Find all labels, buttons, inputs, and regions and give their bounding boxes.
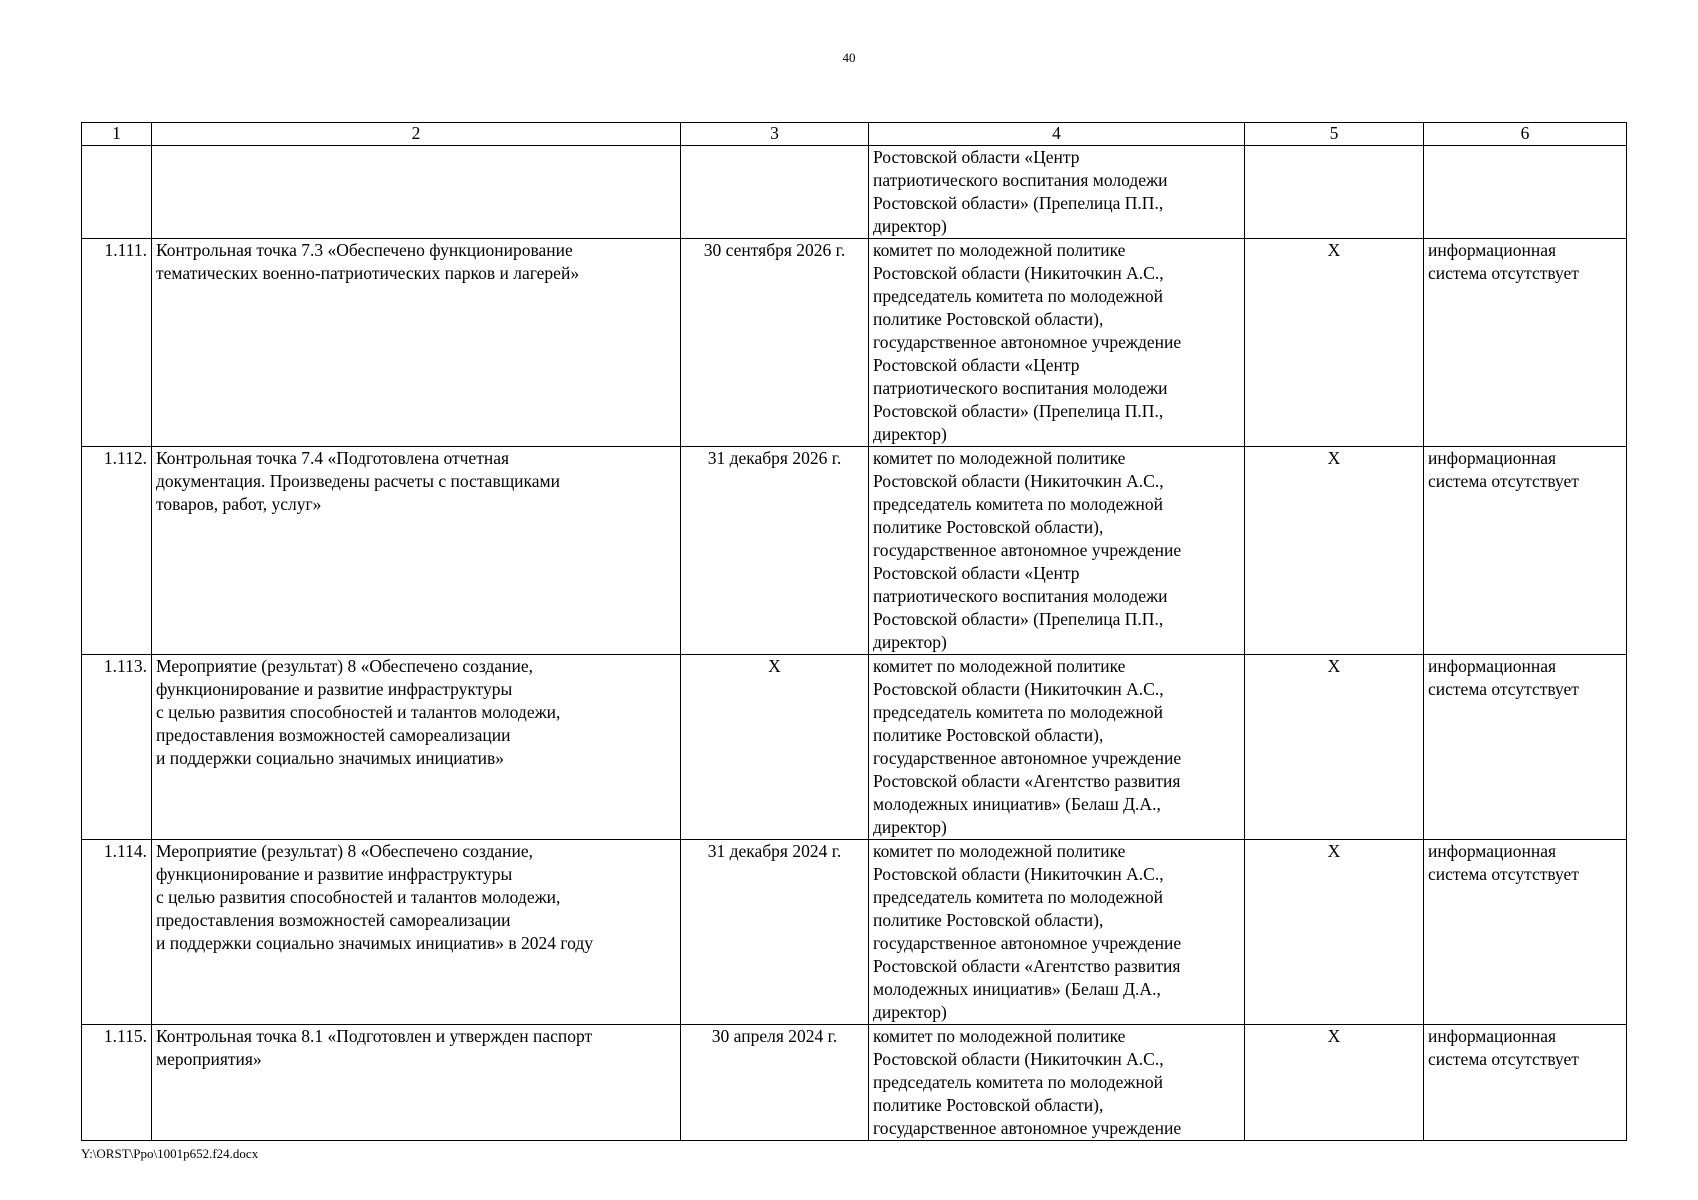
table-row xyxy=(82,1025,1627,1141)
cell-text: и поддержки социально значимых инициатив» xyxy=(156,748,505,768)
cell-text: 30 апреля 2024 г. xyxy=(711,1026,838,1046)
cell-text: информационная xyxy=(1428,240,1557,260)
cell-text: государственное автономное учреждение xyxy=(873,540,1182,560)
header-cell-4: 4 xyxy=(869,123,1245,146)
cell-text: с целью развития способностей и талантов молодежи, xyxy=(156,702,561,722)
deadline-cell xyxy=(681,840,869,1025)
mark-cell xyxy=(1245,840,1424,1025)
row-number-cell xyxy=(82,1025,152,1141)
responsible-cell xyxy=(869,146,1245,239)
header-cell-6: 6 xyxy=(1424,123,1627,146)
cell-text: Ростовской области (Никиточкин А.С., xyxy=(873,864,1164,884)
table-row xyxy=(82,447,1627,655)
cell-text: патриотического воспитания молодежи xyxy=(873,586,1168,606)
cell-text: Ростовской области» (Препелица П.П., xyxy=(873,609,1164,629)
cell-text: председатель комитета по молодежной xyxy=(873,887,1163,907)
cell-text: функционирование и развитие инфраструктуры xyxy=(156,679,513,699)
cell-text: система отсутствует xyxy=(1428,263,1579,283)
cell-text: государственное автономное учреждение xyxy=(873,1118,1182,1138)
cell-text: Ростовской области» (Препелица П.П., xyxy=(873,401,1164,421)
description-cell xyxy=(152,146,681,239)
table-row xyxy=(82,239,1627,447)
info-system-cell xyxy=(1424,447,1627,655)
page-number: 40 xyxy=(842,50,856,65)
cell-text: 1.114. xyxy=(103,841,147,861)
header-cell-1: 1 xyxy=(82,123,152,146)
table-row xyxy=(82,840,1627,1025)
deadline-cell xyxy=(681,447,869,655)
cell-text: директор) xyxy=(873,817,947,837)
cell-text: государственное автономное учреждение xyxy=(873,332,1182,352)
cell-text: Ростовской области «Агентство развития xyxy=(873,956,1181,976)
cell-text: информационная xyxy=(1428,841,1557,861)
table-row xyxy=(82,146,1627,239)
cell-text: комитет по молодежной политике xyxy=(873,240,1126,260)
cell-text: директор) xyxy=(873,632,947,652)
cell-text: X xyxy=(1327,448,1341,468)
responsible-cell xyxy=(869,655,1245,840)
cell-text: председатель комитета по молодежной xyxy=(873,286,1163,306)
cell-text: 31 декабря 2024 г. xyxy=(707,841,842,861)
cell-text: система отсутствует xyxy=(1428,679,1579,699)
cell-text: Ростовской области (Никиточкин А.С., xyxy=(873,679,1164,699)
cell-text: Ростовской области» (Препелица П.П., xyxy=(873,193,1164,213)
cell-text: Контрольная точка 7.4 «Подготовлена отчетная xyxy=(156,448,510,468)
cell-text: информационная xyxy=(1428,656,1557,676)
cell-text: мероприятия» xyxy=(156,1049,262,1069)
cell-text: 30 сентября 2026 г. xyxy=(703,240,846,260)
cell-text: 1.112. xyxy=(103,448,147,468)
row-number-cell xyxy=(82,840,152,1025)
cell-text: комитет по молодежной политике xyxy=(873,656,1126,676)
deadline-cell xyxy=(681,239,869,447)
cell-text: 1.113. xyxy=(103,656,147,676)
mark-cell xyxy=(1245,447,1424,655)
cell-text: 1.115. xyxy=(103,1026,147,1046)
description-cell xyxy=(152,655,681,840)
cell-text: Ростовской области (Никиточкин А.С., xyxy=(873,471,1164,491)
cell-text: государственное автономное учреждение xyxy=(873,933,1182,953)
description-cell xyxy=(152,447,681,655)
cell-text: политике Ростовской области), xyxy=(873,725,1104,745)
description-cell xyxy=(152,840,681,1025)
cell-text: патриотического воспитания молодежи xyxy=(873,378,1168,398)
cell-text: X xyxy=(768,656,781,676)
cell-text: система отсутствует xyxy=(1428,864,1579,884)
mark-cell xyxy=(1245,655,1424,840)
cell-text: председатель комитета по молодежной xyxy=(873,494,1163,514)
mark-cell xyxy=(1245,1025,1424,1141)
description-cell xyxy=(152,1025,681,1141)
cell-text: комитет по молодежной политике xyxy=(873,448,1126,468)
cell-text: политике Ростовской области), xyxy=(873,517,1104,537)
cell-text: информационная xyxy=(1428,448,1557,468)
cell-text: политике Ростовской области), xyxy=(873,309,1104,329)
info-system-cell xyxy=(1424,146,1627,239)
cell-text: Мероприятие (результат) 8 «Обеспечено создание, xyxy=(156,656,534,676)
cell-text: Ростовской области «Центр xyxy=(873,563,1080,583)
cell-text: система отсутствует xyxy=(1428,471,1579,491)
row-number-cell xyxy=(82,239,152,447)
cell-text: политике Ростовской области), xyxy=(873,1095,1104,1115)
cell-text: Ростовской области (Никиточкин А.С., xyxy=(873,263,1164,283)
cell-text: политике Ростовской области), xyxy=(873,910,1104,930)
cell-text: Контрольная точка 8.1 «Подготовлен и утвержден паспорт xyxy=(156,1026,593,1046)
cell-text: тематических военно-патриотических парков и лагерей» xyxy=(156,263,580,283)
cell-text: комитет по молодежной политике xyxy=(873,841,1126,861)
info-system-cell xyxy=(1424,655,1627,840)
cell-text: председатель комитета по молодежной xyxy=(873,702,1163,722)
cell-text: 31 декабря 2026 г. xyxy=(707,448,842,468)
cell-text: молодежных инициатив» (Белаш Д.А., xyxy=(873,794,1161,814)
cell-text: Ростовской области «Центр xyxy=(873,147,1080,167)
cell-text: информационная xyxy=(1428,1026,1557,1046)
cell-text: Ростовской области (Никиточкин А.С., xyxy=(873,1049,1164,1069)
cell-text: Контрольная точка 7.3 «Обеспечено функционирование xyxy=(156,240,573,260)
row-number-cell xyxy=(82,655,152,840)
cell-text: система отсутствует xyxy=(1428,1049,1579,1069)
cell-text: функционирование и развитие инфраструктуры xyxy=(156,864,513,884)
row-number-cell xyxy=(82,447,152,655)
responsible-cell xyxy=(869,1025,1245,1141)
cell-text: директор) xyxy=(873,1002,947,1022)
info-system-cell xyxy=(1424,239,1627,447)
table-row xyxy=(82,655,1627,840)
cell-text: предоставления возможностей самореализации xyxy=(156,725,511,745)
responsible-cell xyxy=(869,239,1245,447)
header-cell-2: 2 xyxy=(152,123,681,146)
cell-text: директор) xyxy=(873,424,947,444)
cell-text: комитет по молодежной политике xyxy=(873,1026,1126,1046)
header-row xyxy=(82,123,1627,146)
row-number-cell xyxy=(82,146,152,239)
cell-text: Мероприятие (результат) 8 «Обеспечено создание, xyxy=(156,841,534,861)
cell-text: молодежных инициатив» (Белаш Д.А., xyxy=(873,979,1161,999)
deadline-cell xyxy=(681,655,869,840)
cell-text: директор) xyxy=(873,216,947,236)
cell-text: председатель комитета по молодежной xyxy=(873,1072,1163,1092)
cell-text: X xyxy=(1327,841,1341,861)
cell-text: с целью развития способностей и талантов молодежи, xyxy=(156,887,561,907)
cell-text: и поддержки социально значимых инициатив» в 2024 году xyxy=(156,933,594,953)
document-table xyxy=(81,122,1627,1141)
cell-text: патриотического воспитания молодежи xyxy=(873,170,1168,190)
cell-text: товаров, работ, услуг» xyxy=(156,494,322,514)
cell-text: Ростовской области «Агентство развития xyxy=(873,771,1181,791)
header-cell-3: 3 xyxy=(681,123,869,146)
info-system-cell xyxy=(1424,1025,1627,1141)
cell-text: Ростовской области «Центр xyxy=(873,355,1080,375)
mark-cell xyxy=(1245,239,1424,447)
cell-text: документация. Произведены расчеты с поставщиками xyxy=(156,471,560,491)
cell-text: X xyxy=(1327,240,1341,260)
file-path-footer: Y:\ORST\Ppo\1001p652.f24.docx xyxy=(81,1146,259,1161)
responsible-cell xyxy=(869,840,1245,1025)
info-system-cell xyxy=(1424,840,1627,1025)
cell-text: государственное автономное учреждение xyxy=(873,748,1182,768)
cell-text: X xyxy=(1327,656,1341,676)
cell-text: предоставления возможностей самореализации xyxy=(156,910,511,930)
deadline-cell xyxy=(681,146,869,239)
responsible-cell xyxy=(869,447,1245,655)
cell-text: X xyxy=(1327,1026,1341,1046)
deadline-cell xyxy=(681,1025,869,1141)
cell-text: 1.111. xyxy=(104,240,147,260)
description-cell xyxy=(152,239,681,447)
header-cell-5: 5 xyxy=(1245,123,1424,146)
mark-cell xyxy=(1245,146,1424,239)
